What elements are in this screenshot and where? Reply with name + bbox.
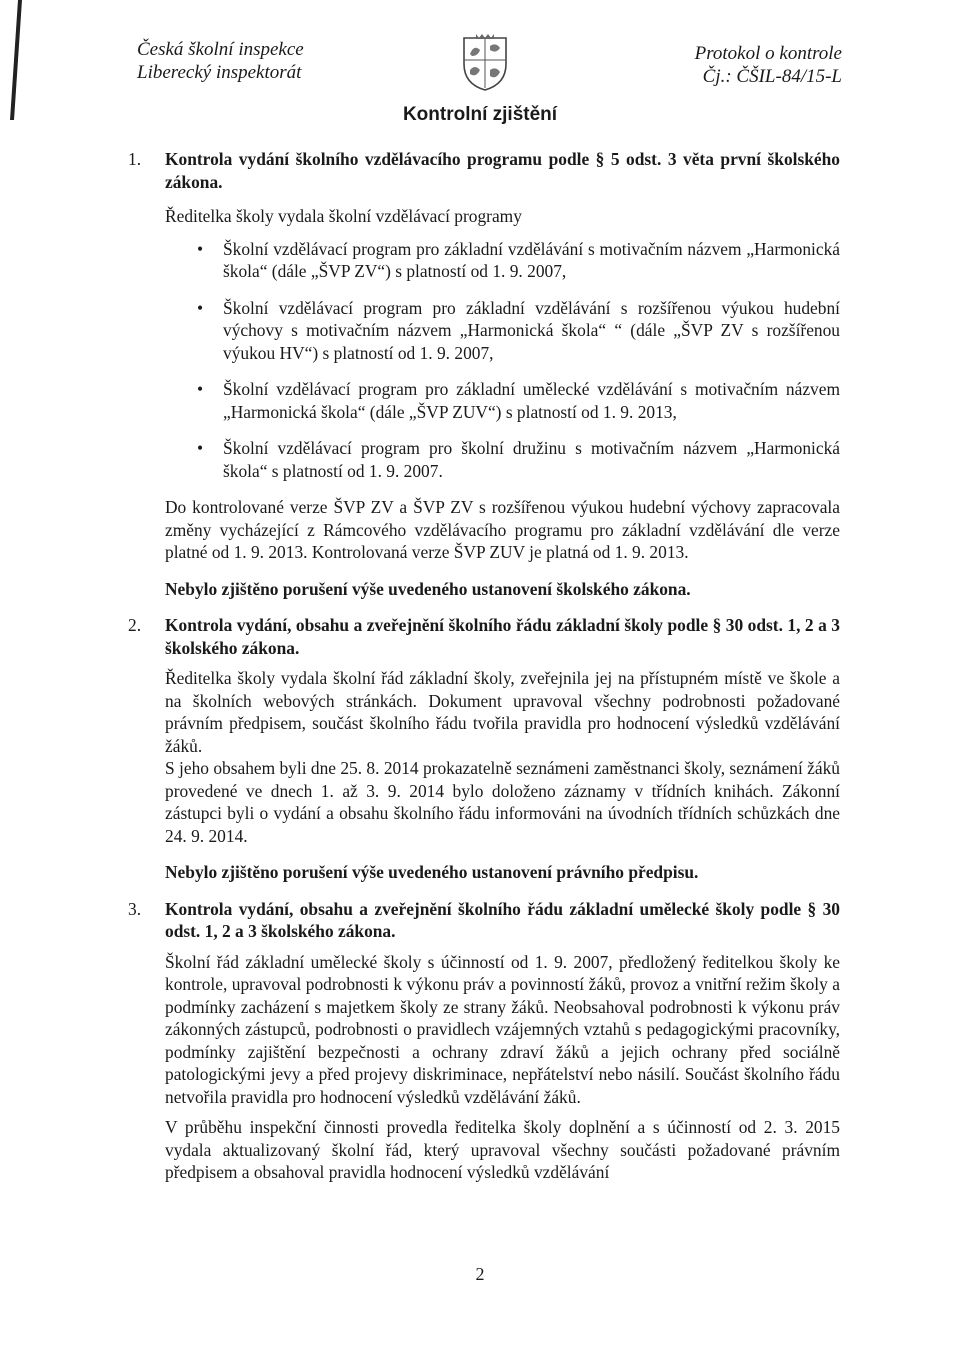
section-paragraph: V průběhu inspekční činnosti provedla ředitelka školy doplnění a s účinností od 2. 3. 2015 vydala aktualizovaný školní řád, který upravoval všechny součásti požadované právním předpisem a obsahoval pravidla hodnocení výsledků vzdělávání (165, 1117, 840, 1182)
section-paragraph: Ředitelka školy vydala školní řád základní školy, zveřejnila jej na přístupném místě ve škole a na školních webových stránkách. Dokument upravoval všechny podrobnosti požadované právním předpisem, součást školního řádu tvořila pravidla pro hodnocení výsledků vzdělávání žáků. (165, 668, 840, 756)
page-number: 2 (475, 1264, 485, 1284)
header-organization (137, 38, 304, 84)
list-item-text: • Školní vzdělávací program pro školní družinu s motivačním názvem „Harmonická škola“ s platností od 1. 9. 2007. (223, 438, 840, 481)
scan-edge-mark (8, 0, 22, 120)
list-item (165, 378, 840, 423)
section-result: Nebylo zjištěno porušení výše uvedeného ustanovení právního předpisu. (165, 862, 699, 882)
section-result: Nebylo zjištěno porušení výše uvedeného ustanovení školského zákona. (165, 578, 691, 599)
list-item (165, 437, 840, 482)
page-title: Kontrolní zjištění (402, 104, 558, 125)
section-3 (128, 898, 840, 1184)
section-heading: Kontrola vydání, obsahu a zveřejnění školního řádu základní školy podle § 30 odst. 1, 2 a 3 školského zákona. (165, 615, 840, 658)
section-intro: Ředitelka školy vydala školní vzdělávací programy (165, 206, 522, 226)
list-item-text: • Školní vzdělávací program pro základní vzdělávání s rozšířenou výukou hudební výchovy s motivačním názvem „Harmonická škola“ “ (dále „ŠVP ZV s rozšířenou výukou HV“) s platností od 1. 9. 2007, (223, 297, 840, 363)
section-heading: Kontrola vydání, obsahu a zveřejnění školního řádu základní umělecké školy podle § 30 odst. 1, 2 a 3 školského zákona. (165, 898, 840, 941)
section-1 (128, 148, 840, 600)
program-list (165, 238, 840, 483)
list-item (165, 297, 840, 365)
list-item-text: • Školní vzdělávací program pro základní vzdělávání s motivačním názvem „Harmonická škola“ (dále „ŠVP ZV“) s platností od 1. 9. 2007, (223, 238, 840, 281)
list-item-text: • Školní vzdělávací program pro základní umělecké vzdělávání s motivačním názvem „Harmonická škola“ (dále „ŠVP ZUV“) s platností od 1. 9. 2013, (223, 379, 840, 422)
document-body (128, 148, 840, 1184)
coat-of-arms-icon (456, 30, 514, 92)
section-paragraph: S jeho obsahem byli dne 25. 8. 2014 prokazatelně seznámeni zaměstnanci školy, seznámení žáků provedené ve dnech 1. až 3. 9. 2014 bylo doloženo záznamy v třídních knihách. Zákonní zástupci byli o vydání a obsahu školního řádu informováni na úvodních třídních schůzkách dne 24. 9. 2014. (165, 758, 840, 846)
section-number: 3. (128, 898, 142, 919)
section-2 (128, 614, 840, 884)
section-number: 1. (128, 149, 142, 169)
section-paragraph: Školní řád základní umělecké školy s účinností od 1. 9. 2007, předložený ředitelkou školy ke kontrole, upravoval podrobnosti k výkonu práv a povinností žáků, provoz a vnitřní režim školy a podmínky zacházení s majetkem školy ze strany žáků. Neobsahoval podrobnosti k výkonu práv zákonných zástupců, podrobnosti o pravidlech vzájemných vztahů s pedagogickými pracovníky, podmínky zajištění bezpečnosti a ochrany zdraví žáků a jejich ochrany před sociálně patologickými jevy a před projevy diskriminace, nepřátelství nebo násilí. Součást školního řádu netvořila pravidla pro hodnocení výsledků vzdělávání žáků. (165, 951, 840, 1107)
org-unit: Liberecký inspektorát (137, 62, 302, 83)
reference-number: Čj.: ČŠIL-84/15-L (702, 66, 842, 87)
header-protocol (695, 42, 842, 88)
list-item (165, 238, 840, 283)
section-paragraph: Do kontrolované verze ŠVP ZV a ŠVP ZV s rozšířenou výukou hudební výchovy zapracovala změny vycházející z Rámcového vzdělávacího programu pro základní vzdělávání dle verze platné od 1. 9. 2013. Kontrolovaná verze ŠVP ZUV je platná od 1. 9. 2013. (165, 497, 840, 562)
org-name: Česká školní inspekce (137, 39, 304, 60)
document-type: Protokol o kontrole (694, 43, 842, 64)
section-heading: Kontrola vydání školního vzdělávacího programu podle § 5 odst. 3 věta první školského zákona. (165, 149, 840, 192)
section-number: 2. (128, 615, 142, 635)
